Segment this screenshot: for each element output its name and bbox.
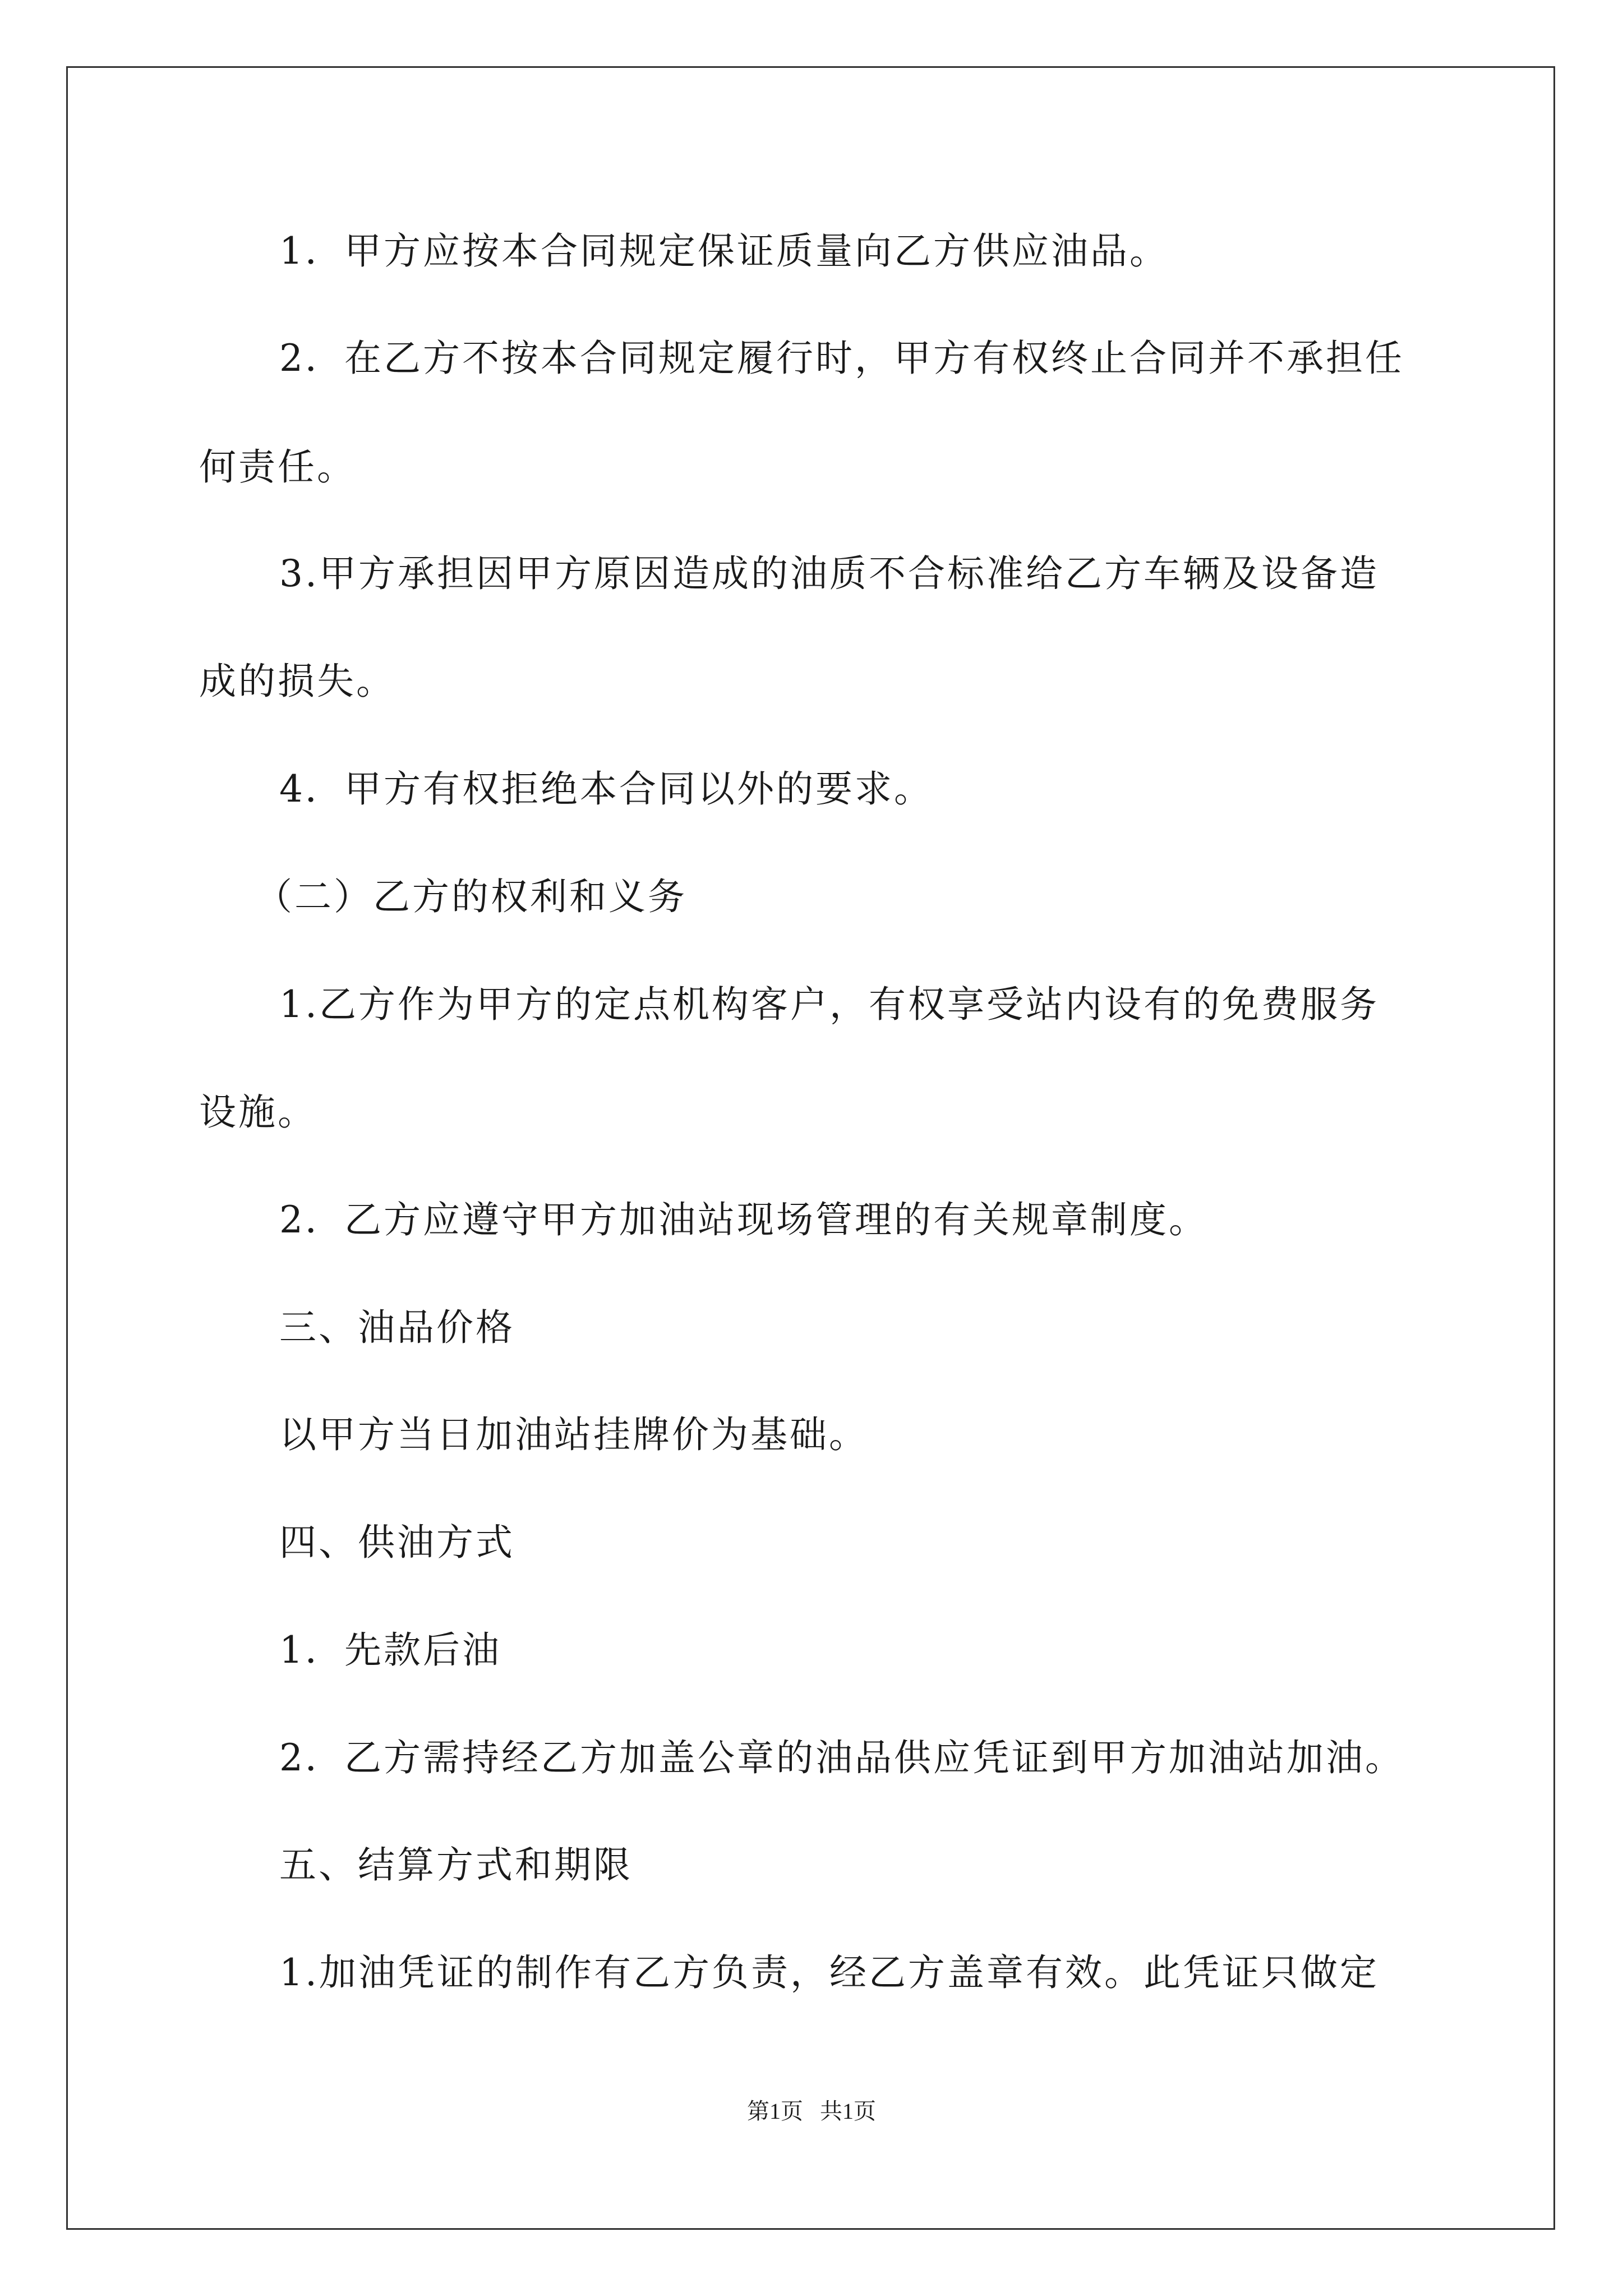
- paragraph-line: 3.甲方承担因甲方原因造成的油质不合标准给乙方车辆及设备造: [279, 552, 1379, 595]
- page-number: 第1页: [747, 2099, 803, 2124]
- page-frame: [66, 66, 1555, 2230]
- section-heading: 三、油品价格: [279, 1306, 515, 1349]
- section-heading: 五、结算方式和期限: [279, 1843, 633, 1887]
- paragraph-line: 设施。: [199, 1091, 317, 1134]
- paragraph-line: 2．乙方需持经乙方加盖公章的油品供应凭证到甲方加油站加油。: [279, 1736, 1404, 1779]
- paragraph-line: 2．乙方应遵守甲方加油站现场管理的有关规章制度。: [279, 1198, 1208, 1241]
- paragraph-line: 2．在乙方不按本合同规定履行时，甲方有权终止合同并不承担任: [279, 337, 1404, 380]
- page-footer: [0, 2100, 1623, 2123]
- page-total: 共1页: [820, 2099, 876, 2124]
- section-heading: （二）乙方的权利和义务: [255, 875, 687, 918]
- paragraph-line: 以甲方当日加油站挂牌价为基础。: [279, 1413, 868, 1456]
- paragraph-line: 何责任。: [199, 445, 356, 489]
- paragraph-line: 1.加油凭证的制作有乙方负责，经乙方盖章有效。此凭证只做定: [279, 1951, 1379, 1994]
- section-heading: 四、供油方式: [279, 1521, 515, 1564]
- paragraph-line: 1.乙方作为甲方的定点机构客户，有权享受站内设有的免费服务: [279, 983, 1379, 1026]
- paragraph-line: 成的损失。: [199, 660, 395, 703]
- paragraph-line: 1．甲方应按本合同规定保证质量向乙方供应油品。: [279, 229, 1169, 273]
- paragraph-line: 4．甲方有权拒绝本合同以外的要求。: [279, 767, 933, 811]
- paragraph-line: 1．先款后油: [279, 1628, 501, 1672]
